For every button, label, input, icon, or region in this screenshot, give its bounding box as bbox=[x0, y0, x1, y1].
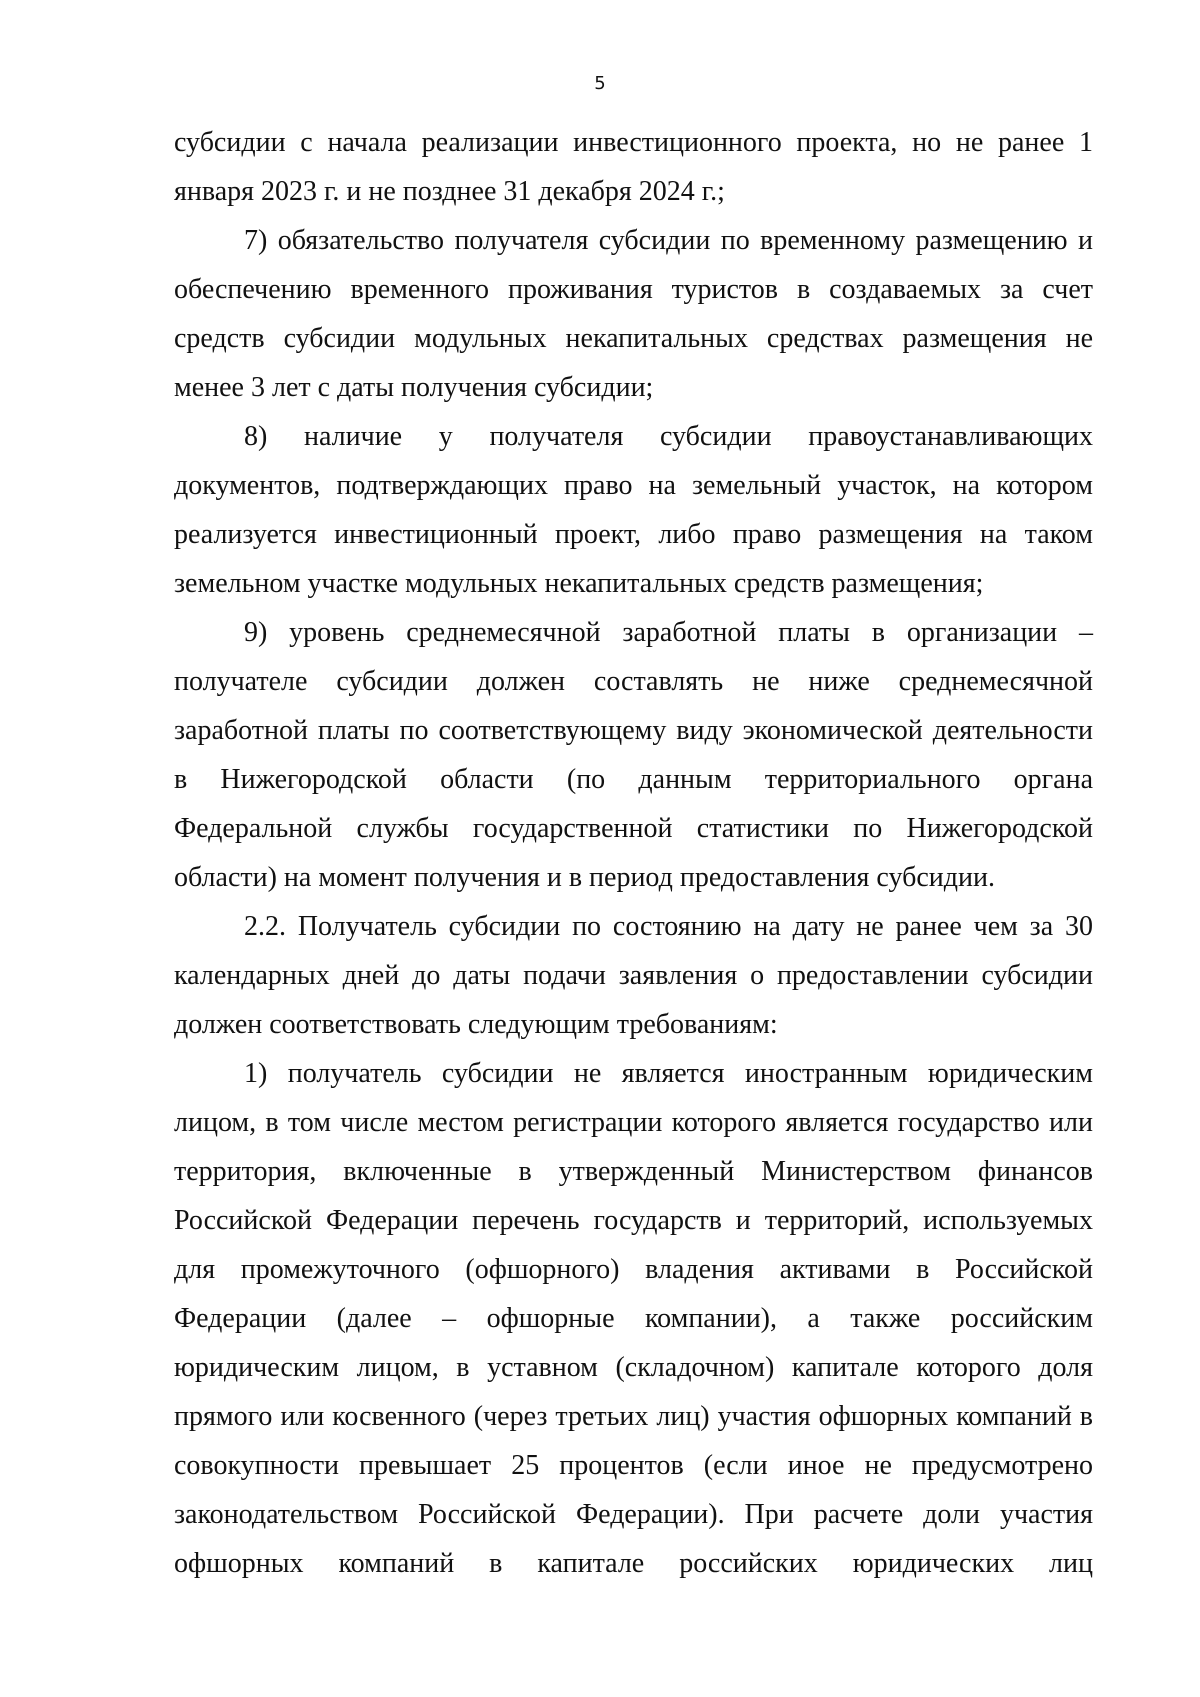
paragraph-section-2-2: 2.2. Получатель субсидии по состоянию на дату не ранее чем за 30 календарных дней до даты подачи заявления о предоставлении субсидии должен соответствовать следующим требованиям: bbox=[174, 911, 1093, 1040]
paragraph-item-1: 1) получатель субсидии не является иностранным юридическим лицом, в том числе местом регистрации которого является государство или территория, включенные в утвержденный Министерством финансов Российской Федерации перечень государств и территорий, используемых для промежуточного (офшорного) владения активами в Российской Федерации (далее – офшорные компании), а также российским юридическим лицом, в уставном (складочном) капитале которого доля прямого или косвенного (через третьих лиц) участия офшорных компаний в совокупности превышает 25 процентов (если иное не предусмотрено законодательством Российской Федерации). При расчете доли участия офшорных компаний в капитале российских юридических лиц bbox=[174, 1058, 1093, 1579]
document-body bbox=[174, 118, 1093, 1588]
paragraph-continuation: субсидии с начала реализации инвестиционного проекта, но не ранее 1 января 2023 г. и не позднее 31 декабря 2024 г.; bbox=[174, 127, 1093, 207]
page-number: 5 bbox=[594, 73, 606, 94]
paragraph-item-7: 7) обязательство получателя субсидии по временному размещению и обеспечению временного проживания туристов в создаваемых за счет средств субсидии модульных некапитальных средствах размещения не менее 3 лет с даты получения субсидии; bbox=[174, 225, 1093, 403]
paragraph-item-9: 9) уровень среднемесячной заработной платы в организации – получателе субсидии должен составлять не ниже среднемесячной заработной платы по соответствующему виду экономической деятельности в Нижегородской области (по данным территориального органа Федеральной службы государственной статистики по Нижегородской области) на момент получения и в период предоставления субсидии. bbox=[174, 617, 1093, 893]
paragraph-item-8: 8) наличие у получателя субсидии правоустанавливающих документов, подтверждающих право на земельный участок, на котором реализуется инвестиционный проект, либо право размещения на таком земельном участке модульных некапитальных средств размещения; bbox=[174, 421, 1093, 599]
